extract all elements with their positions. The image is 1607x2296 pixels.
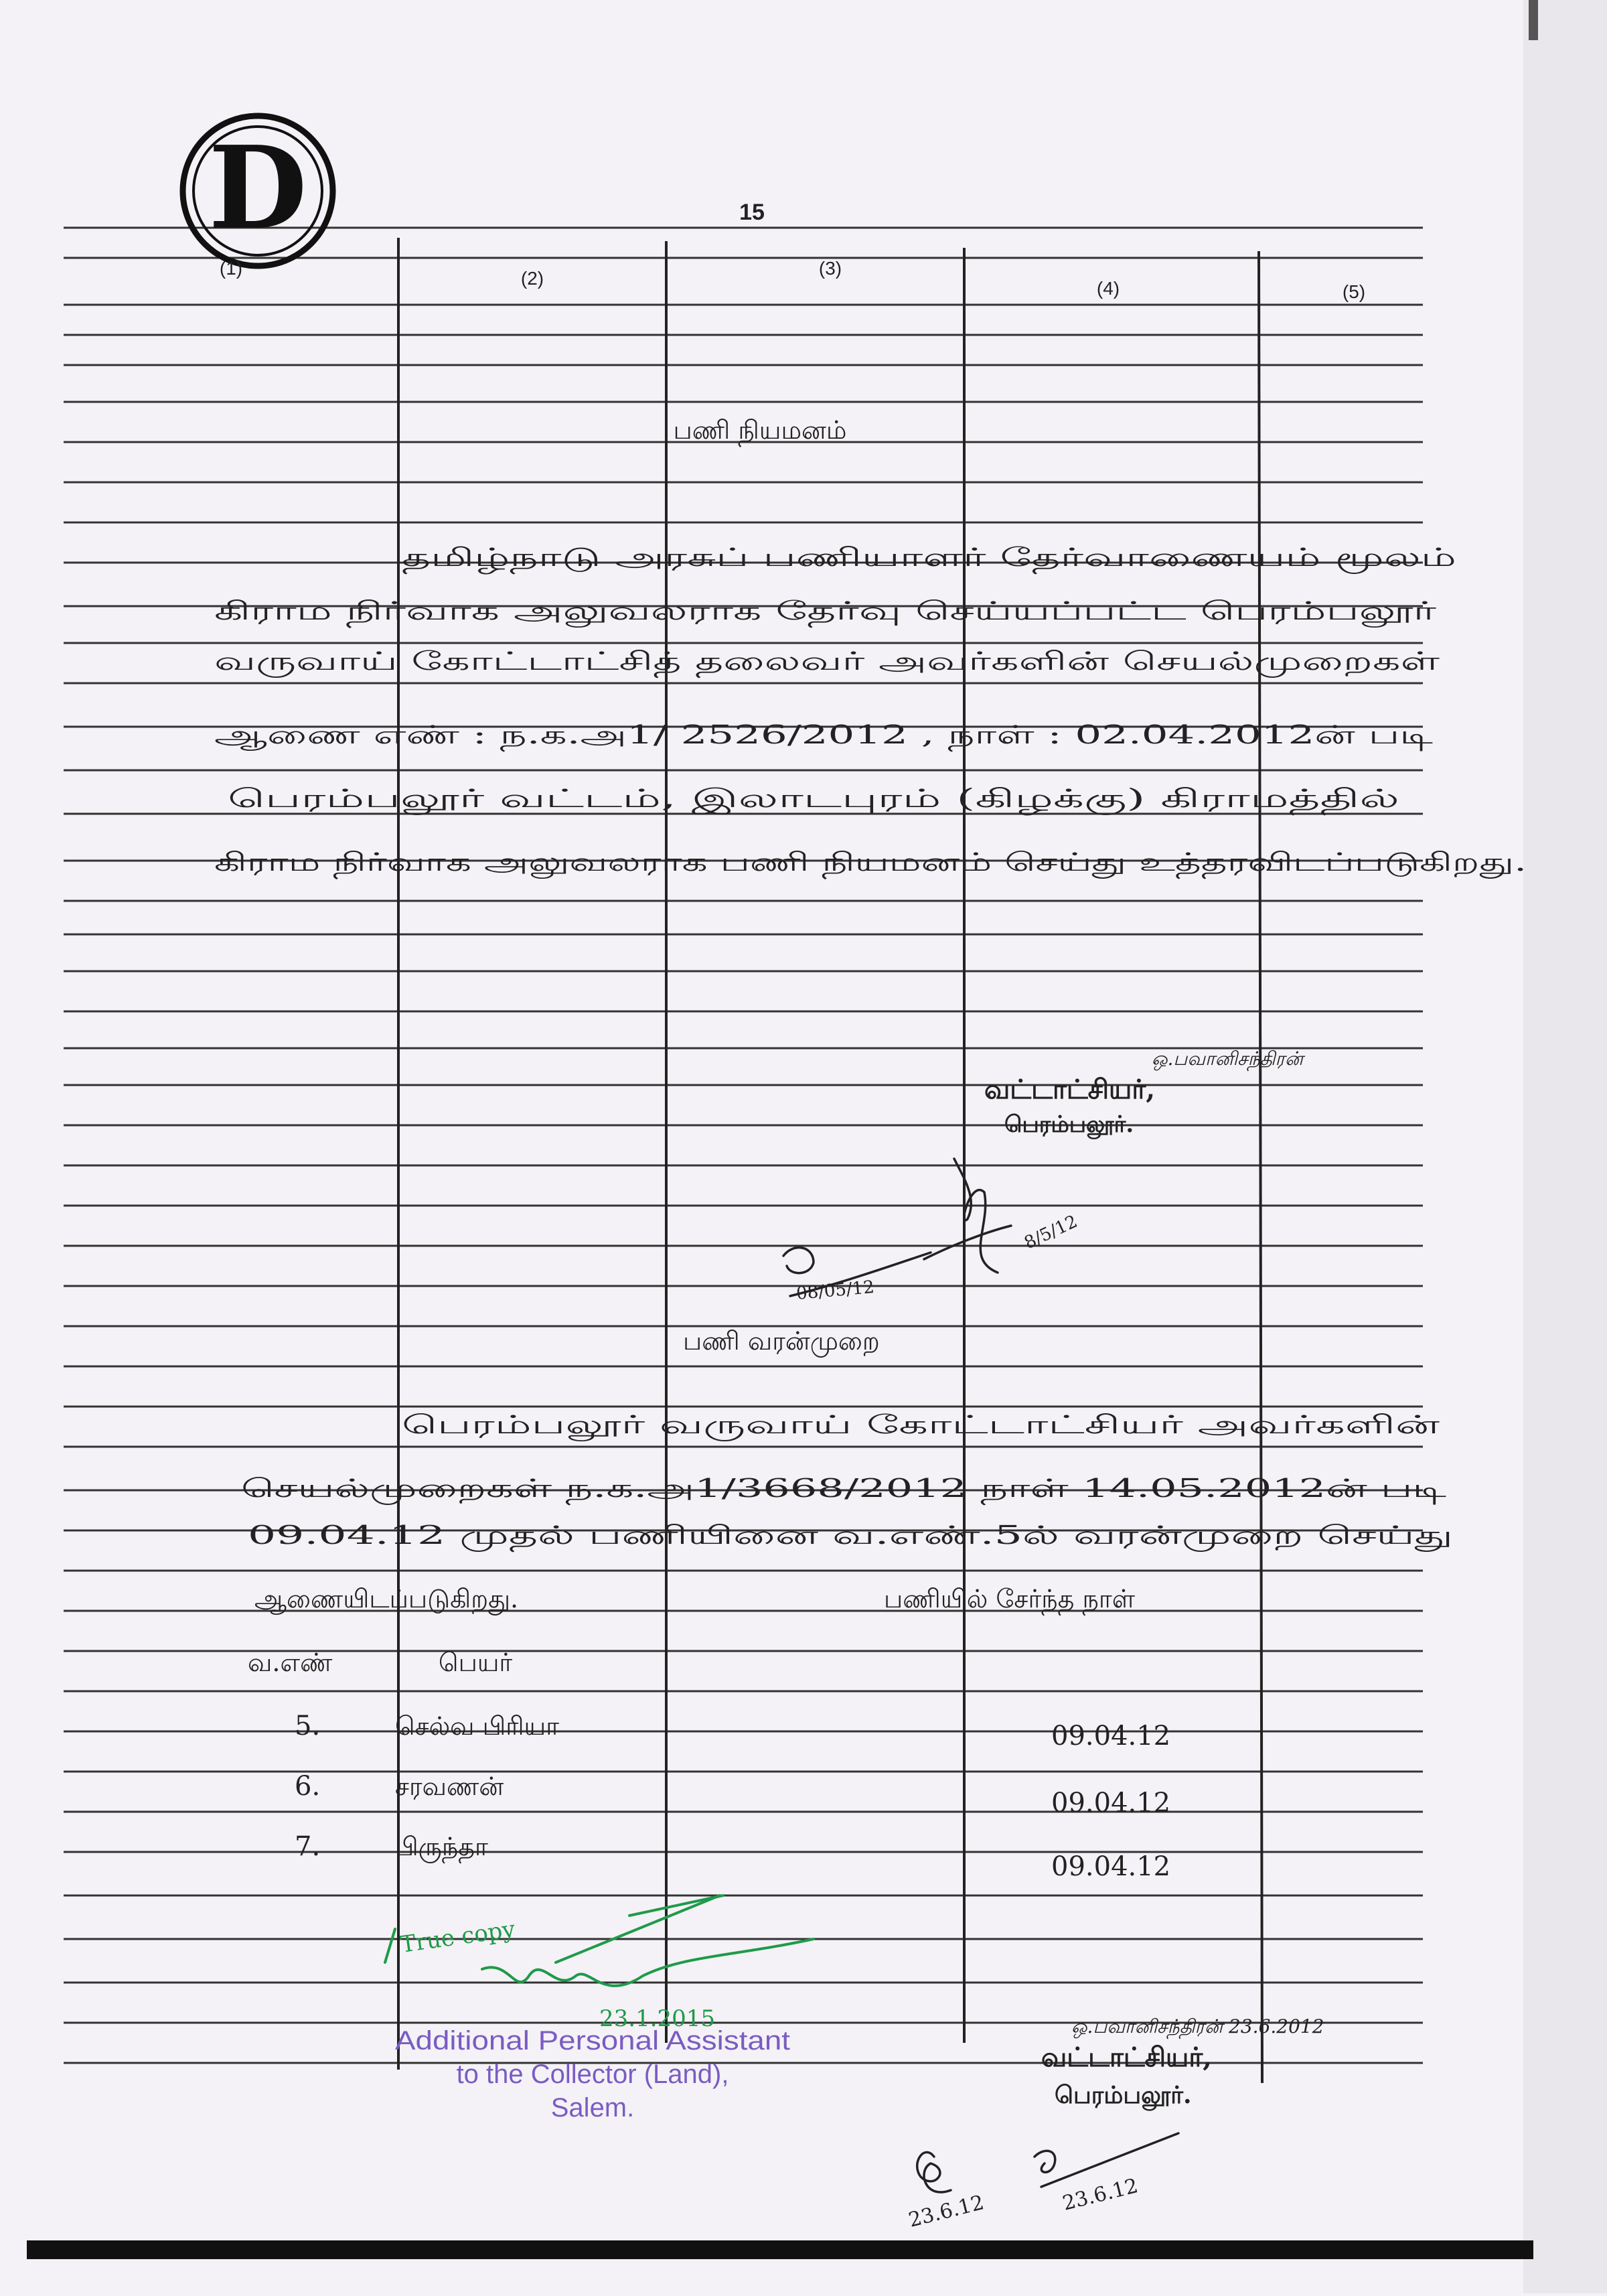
row-sno: 6. xyxy=(295,1771,321,1802)
row-sno: 5. xyxy=(295,1711,321,1741)
page-number: 15 xyxy=(739,200,765,225)
order1-line-6: கிராம நிர்வாக அலுவலராக பணி நியமனம் செய்து உத்தரவிடப்படுகிறது. xyxy=(214,847,1053,877)
order1-heading: பணி நியமனம் xyxy=(673,415,847,445)
collector-stamp xyxy=(395,2026,790,2123)
column-number-5: (5) xyxy=(1342,281,1366,302)
footer-initials-date-1: 23.6.12 xyxy=(906,2191,987,2232)
table-row xyxy=(295,1831,1170,1882)
order2-name-column-header: பெயர் xyxy=(439,1648,513,1677)
order1-line-1: தமிழ்நாடு அரசுப் பணியாளர் தேர்வாணையம் மூலம் xyxy=(402,543,1008,572)
order2-line-3: 09.04.12 முதல் பணியினை வ.எண்.5ல் வரன்முறை செய்து xyxy=(248,1520,939,1550)
order1-line-3: வருவாய் கோட்டாட்சித் தலைவர் அவர்களின் செயல்முறைகள் xyxy=(214,646,933,676)
order1-line-4: ஆணை எண் : ந.க.அ1/ 2526/2012 , நாள் : 02.04.2012ன் படி xyxy=(214,720,955,749)
initials-scribble xyxy=(783,1159,1011,1296)
attestation-date: 23.1.2015 xyxy=(599,2005,716,2032)
order2-line-1: பெரம்பலூர் வருவாய் கோட்டாட்சியர் அவர்களின் xyxy=(402,1410,981,1439)
row-date: 09.04.12 xyxy=(1051,1788,1171,1818)
order2-signatory-place: பெரம்பலூர். xyxy=(1055,2081,1192,2109)
row-date: 09.04.12 xyxy=(1051,1721,1171,1751)
order2-line-2: செயல்முறைகள் ந.க.அ1/3668/2012 நாள் 14.05.2012ன் படி xyxy=(241,1474,962,1503)
true-copy-text: True copy xyxy=(398,1916,517,1958)
footer-initials-date-2: 23.6.12 xyxy=(1060,2174,1141,2216)
row-name: செல்வ பிரியா xyxy=(395,1711,560,1741)
order1-line-5: பெரம்பலூர் வட்டம், இலாடபுரம் (கிழக்கு) கிராமத்தில் xyxy=(228,784,848,813)
order2-signatory-title: வட்டாட்சியர், xyxy=(1041,2041,1213,2073)
footer-initials xyxy=(917,2133,1178,2192)
order1-signatory-title: வட்டாட்சியர், xyxy=(984,1074,1156,1105)
order2-sno-column-header: வ.எண் xyxy=(248,1648,333,1677)
ruled-lines xyxy=(64,228,1423,2063)
order2-signature: ஒ.பவானிசந்திரன் 23.6.2012 xyxy=(1071,2015,1324,2037)
row-date: 09.04.12 xyxy=(1051,1851,1171,1882)
order1-signatory-place: பெரம்பலூர். xyxy=(1004,1111,1134,1138)
order2-date-column-header: பணியில் சேர்ந்த நாள் xyxy=(884,1584,1136,1613)
stamp-line-2: to the Collector (Land), xyxy=(456,2060,729,2089)
column-number-2: (2) xyxy=(520,268,544,289)
column-number-3: (3) xyxy=(818,258,842,279)
circled-d-mark xyxy=(183,116,333,266)
initials-date-2: 08/05/12 xyxy=(795,1277,875,1304)
order2-heading: பணி வரன்முறை xyxy=(683,1326,880,1356)
bottom-edge-band xyxy=(27,2240,1533,2259)
stamp-line-3: Salem. xyxy=(550,2093,635,2123)
stamp-line-1: Additional Personal Assistant xyxy=(395,2026,790,2056)
true-copy-attestation xyxy=(385,1895,814,2032)
column-number-1: (1) xyxy=(219,258,243,279)
row-name: சரவணன் xyxy=(395,1772,504,1801)
row-name: பிருந்தா xyxy=(395,1832,488,1861)
order1-signature: ஒ.பவானிசந்திரன் xyxy=(1152,1048,1304,1070)
order2-line-4: ஆணையிடப்படுகிறது. xyxy=(254,1584,519,1613)
column-number-4: (4) xyxy=(1096,278,1120,299)
initials-date-1: 8/5/12 xyxy=(1021,1211,1081,1254)
row-sno: 7. xyxy=(295,1831,321,1862)
order1-line-2: கிராம நிர்வாக அலுவலராக தேர்வு செய்யப்பட்ட பெரம்பலூர் xyxy=(214,596,917,626)
circle-mark-letter: D xyxy=(208,121,307,255)
